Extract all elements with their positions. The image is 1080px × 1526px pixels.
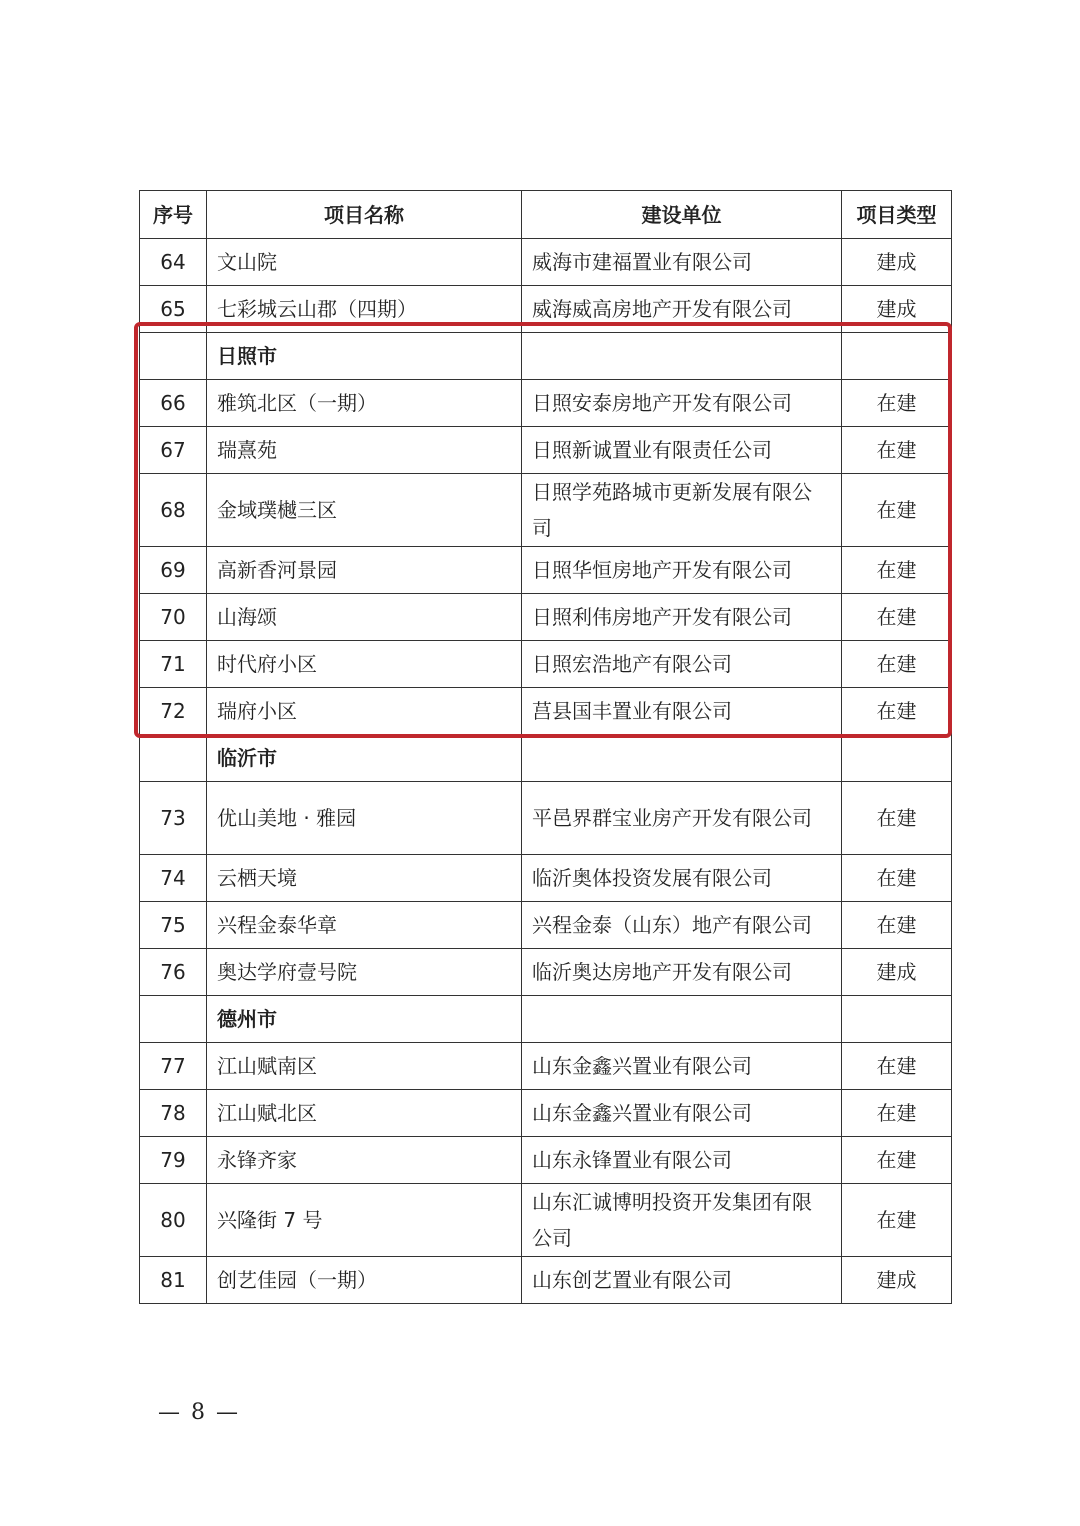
project-table xyxy=(139,190,952,1304)
row-project-name: 优山美地 · 雅园 xyxy=(207,782,522,855)
row-builder: 日照宏浩地产有限公司 xyxy=(522,641,842,688)
row-project-name: 创艺佳园（一期） xyxy=(207,1257,522,1304)
row-project-name: 七彩城云山郡（四期） xyxy=(207,286,522,333)
city-row-empty-no xyxy=(140,996,207,1043)
row-builder: 临沂奥体投资发展有限公司 xyxy=(522,855,842,902)
table-row xyxy=(140,239,952,286)
row-no: 66 xyxy=(140,380,207,427)
header-builder: 建设单位 xyxy=(522,191,842,239)
row-project-type: 在建 xyxy=(842,380,952,427)
row-builder: 威海威高房地产开发有限公司 xyxy=(522,286,842,333)
city-row xyxy=(140,333,952,380)
table-row xyxy=(140,427,952,474)
row-project-type: 在建 xyxy=(842,855,952,902)
row-project-type: 在建 xyxy=(842,547,952,594)
row-project-type: 在建 xyxy=(842,594,952,641)
row-project-type: 建成 xyxy=(842,1257,952,1304)
city-row-empty-builder xyxy=(522,996,842,1043)
row-builder: 威海市建福置业有限公司 xyxy=(522,239,842,286)
table-row xyxy=(140,380,952,427)
row-no: 65 xyxy=(140,286,207,333)
row-builder: 日照安泰房地产开发有限公司 xyxy=(522,380,842,427)
row-builder: 山东金鑫兴置业有限公司 xyxy=(522,1090,842,1137)
header-project-type: 项目类型 xyxy=(842,191,952,239)
row-project-type: 在建 xyxy=(842,1184,952,1257)
row-project-name: 兴程金泰华章 xyxy=(207,902,522,949)
city-row-empty-type xyxy=(842,735,952,782)
row-project-type: 在建 xyxy=(842,641,952,688)
table-row xyxy=(140,1043,952,1090)
row-project-type: 建成 xyxy=(842,286,952,333)
row-no: 77 xyxy=(140,1043,207,1090)
row-builder: 日照新诚置业有限责任公司 xyxy=(522,427,842,474)
row-builder: 山东永锋置业有限公司 xyxy=(522,1137,842,1184)
row-no: 79 xyxy=(140,1137,207,1184)
city-row xyxy=(140,996,952,1043)
row-project-name: 瑞熹苑 xyxy=(207,427,522,474)
row-no: 72 xyxy=(140,688,207,735)
city-row-empty-type xyxy=(842,333,952,380)
row-builder: 日照利伟房地产开发有限公司 xyxy=(522,594,842,641)
row-project-type: 建成 xyxy=(842,239,952,286)
row-project-name: 金域璞樾三区 xyxy=(207,474,522,547)
table-row xyxy=(140,1137,952,1184)
table-row xyxy=(140,1090,952,1137)
city-row-empty-no xyxy=(140,735,207,782)
row-no: 67 xyxy=(140,427,207,474)
city-row-empty-builder xyxy=(522,333,842,380)
row-project-name: 江山赋北区 xyxy=(207,1090,522,1137)
row-project-name: 瑞府小区 xyxy=(207,688,522,735)
table-row xyxy=(140,641,952,688)
row-project-name: 奥达学府壹号院 xyxy=(207,949,522,996)
row-project-name: 永锋齐家 xyxy=(207,1137,522,1184)
city-name: 日照市 xyxy=(207,333,522,380)
city-row xyxy=(140,735,952,782)
row-builder: 山东创艺置业有限公司 xyxy=(522,1257,842,1304)
city-row-empty-builder xyxy=(522,735,842,782)
row-project-type: 在建 xyxy=(842,1090,952,1137)
row-builder: 兴程金泰（山东）地产有限公司 xyxy=(522,902,842,949)
city-row-empty-type xyxy=(842,996,952,1043)
row-project-name: 时代府小区 xyxy=(207,641,522,688)
row-no: 68 xyxy=(140,474,207,547)
row-no: 73 xyxy=(140,782,207,855)
row-no: 75 xyxy=(140,902,207,949)
table-row xyxy=(140,782,952,855)
city-row-empty-no xyxy=(140,333,207,380)
table-row xyxy=(140,949,952,996)
table-row xyxy=(140,286,952,333)
row-no: 69 xyxy=(140,547,207,594)
table-row xyxy=(140,474,952,547)
row-project-name: 高新香河景园 xyxy=(207,547,522,594)
row-project-type: 在建 xyxy=(842,474,952,547)
row-project-type: 在建 xyxy=(842,688,952,735)
row-project-type: 在建 xyxy=(842,902,952,949)
row-no: 81 xyxy=(140,1257,207,1304)
city-name: 临沂市 xyxy=(207,735,522,782)
table-row xyxy=(140,688,952,735)
row-builder: 日照华恒房地产开发有限公司 xyxy=(522,547,842,594)
row-project-type: 在建 xyxy=(842,1043,952,1090)
table-row xyxy=(140,1257,952,1304)
row-project-type: 在建 xyxy=(842,782,952,855)
row-builder: 山东金鑫兴置业有限公司 xyxy=(522,1043,842,1090)
row-builder: 平邑界群宝业房产开发有限公司 xyxy=(522,782,842,855)
row-project-type: 在建 xyxy=(842,1137,952,1184)
row-project-name: 兴隆街 7 号 xyxy=(207,1184,522,1257)
row-no: 80 xyxy=(140,1184,207,1257)
row-project-type: 在建 xyxy=(842,427,952,474)
row-no: 71 xyxy=(140,641,207,688)
row-no: 78 xyxy=(140,1090,207,1137)
table-header-row xyxy=(140,191,952,239)
row-project-name: 江山赋南区 xyxy=(207,1043,522,1090)
row-project-name: 雅筑北区（一期） xyxy=(207,380,522,427)
header-project-name: 项目名称 xyxy=(207,191,522,239)
table-row xyxy=(140,855,952,902)
page-number: — 8 — xyxy=(158,1400,240,1425)
row-no: 74 xyxy=(140,855,207,902)
row-no: 64 xyxy=(140,239,207,286)
row-project-name: 文山院 xyxy=(207,239,522,286)
row-project-name: 山海颂 xyxy=(207,594,522,641)
header-no: 序号 xyxy=(140,191,207,239)
row-no: 76 xyxy=(140,949,207,996)
row-builder: 日照学苑路城市更新发展有限公司 xyxy=(522,474,842,547)
row-no: 70 xyxy=(140,594,207,641)
table-row xyxy=(140,547,952,594)
row-project-type: 建成 xyxy=(842,949,952,996)
row-builder: 莒县国丰置业有限公司 xyxy=(522,688,842,735)
table-row xyxy=(140,594,952,641)
table-row xyxy=(140,1184,952,1257)
table-row xyxy=(140,902,952,949)
row-builder: 临沂奥达房地产开发有限公司 xyxy=(522,949,842,996)
city-name: 德州市 xyxy=(207,996,522,1043)
row-project-name: 云栖天境 xyxy=(207,855,522,902)
row-builder: 山东汇诚博明投资开发集团有限公司 xyxy=(522,1184,842,1257)
